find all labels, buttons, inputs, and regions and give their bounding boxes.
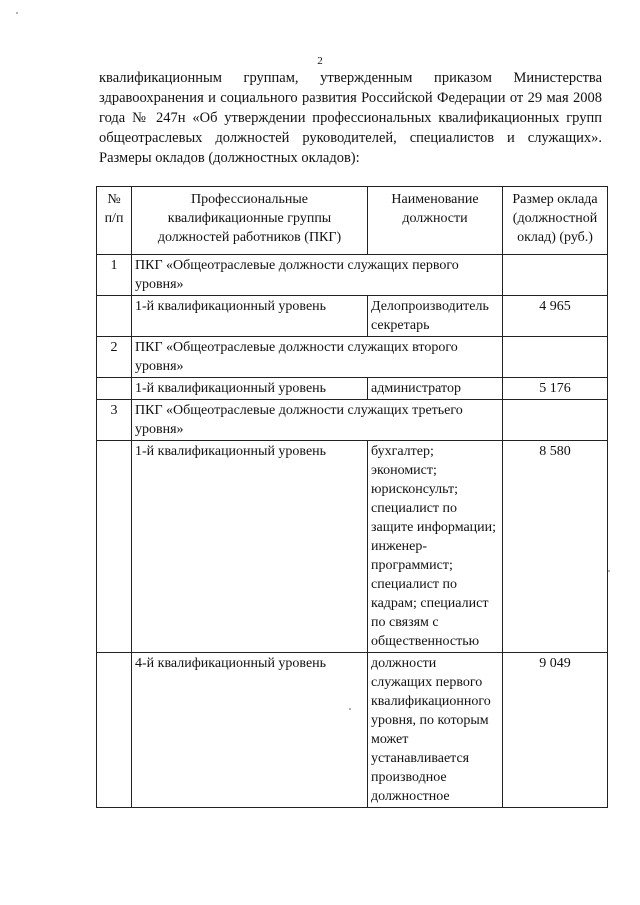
header-position: Наименование должности: [368, 187, 503, 255]
row-group: ПКГ «Общеотраслевые должности служащих третьего уровня»: [132, 400, 503, 441]
page-number: 2: [317, 55, 323, 67]
row-group: 1-й квалификационный уровень: [132, 296, 368, 337]
row-salary: 4 965: [503, 296, 608, 337]
row-group: ПКГ «Общеотраслевые должности служащих первого уровня»: [132, 255, 503, 296]
row-group: 1-й квалификационный уровень: [132, 441, 368, 653]
table-row: [97, 337, 608, 378]
salary-table: [96, 186, 608, 808]
row-position: бухгалтер; экономист; юрисконсульт; специалист по защите информации; инженер-программист; специалист по кадрам; специалист по связям с общественностью: [368, 441, 503, 653]
table-row: [97, 296, 608, 337]
scan-speck: [16, 12, 18, 14]
row-num: [97, 296, 132, 337]
header-group: Профессиональные квалификационные группы должностей работников (ПКГ): [132, 187, 368, 255]
table-header-row: [97, 187, 608, 255]
row-salary: 5 176: [503, 378, 608, 400]
row-num: 1: [97, 255, 132, 296]
row-salary: [503, 337, 608, 378]
row-group: ПКГ «Общеотраслевые должности служащих второго уровня»: [132, 337, 503, 378]
scan-speck: [608, 570, 610, 572]
row-num: [97, 653, 132, 808]
table-row: [97, 255, 608, 296]
header-salary: Размер оклада (должностной оклад) (руб.): [503, 187, 608, 255]
row-num: [97, 441, 132, 653]
row-salary: 8 580: [503, 441, 608, 653]
row-group: 1-й квалификационный уровень: [132, 378, 368, 400]
header-num: № п/п: [97, 187, 132, 255]
row-num: 3: [97, 400, 132, 441]
scan-speck: [349, 708, 351, 710]
row-salary: [503, 400, 608, 441]
table-row: [97, 441, 608, 653]
row-num: 2: [97, 337, 132, 378]
row-position: администратор: [368, 378, 503, 400]
row-position: должности служащих первого квалификационного уровня, по которым может устанавливается производное должностное: [368, 653, 503, 808]
table-row: [97, 653, 608, 808]
row-salary: 9 049: [503, 653, 608, 808]
row-position: Делопроизводитель секретарь: [368, 296, 503, 337]
row-salary: [503, 255, 608, 296]
row-num: [97, 378, 132, 400]
table-row: [97, 378, 608, 400]
table-row: [97, 400, 608, 441]
row-group: 4-й квалификационный уровень: [132, 653, 368, 808]
intro-paragraph: квалификационным группам, утвержденным приказом Министерства здравоохранения и социального развития Российской Федерации от 29 мая 2008 года № 247н «Об утверждении профессиональных квалификационных групп общеотраслевых должностей руководителей, специалистов и служащих». Размеры окладов (должностных окладов):: [99, 70, 602, 166]
